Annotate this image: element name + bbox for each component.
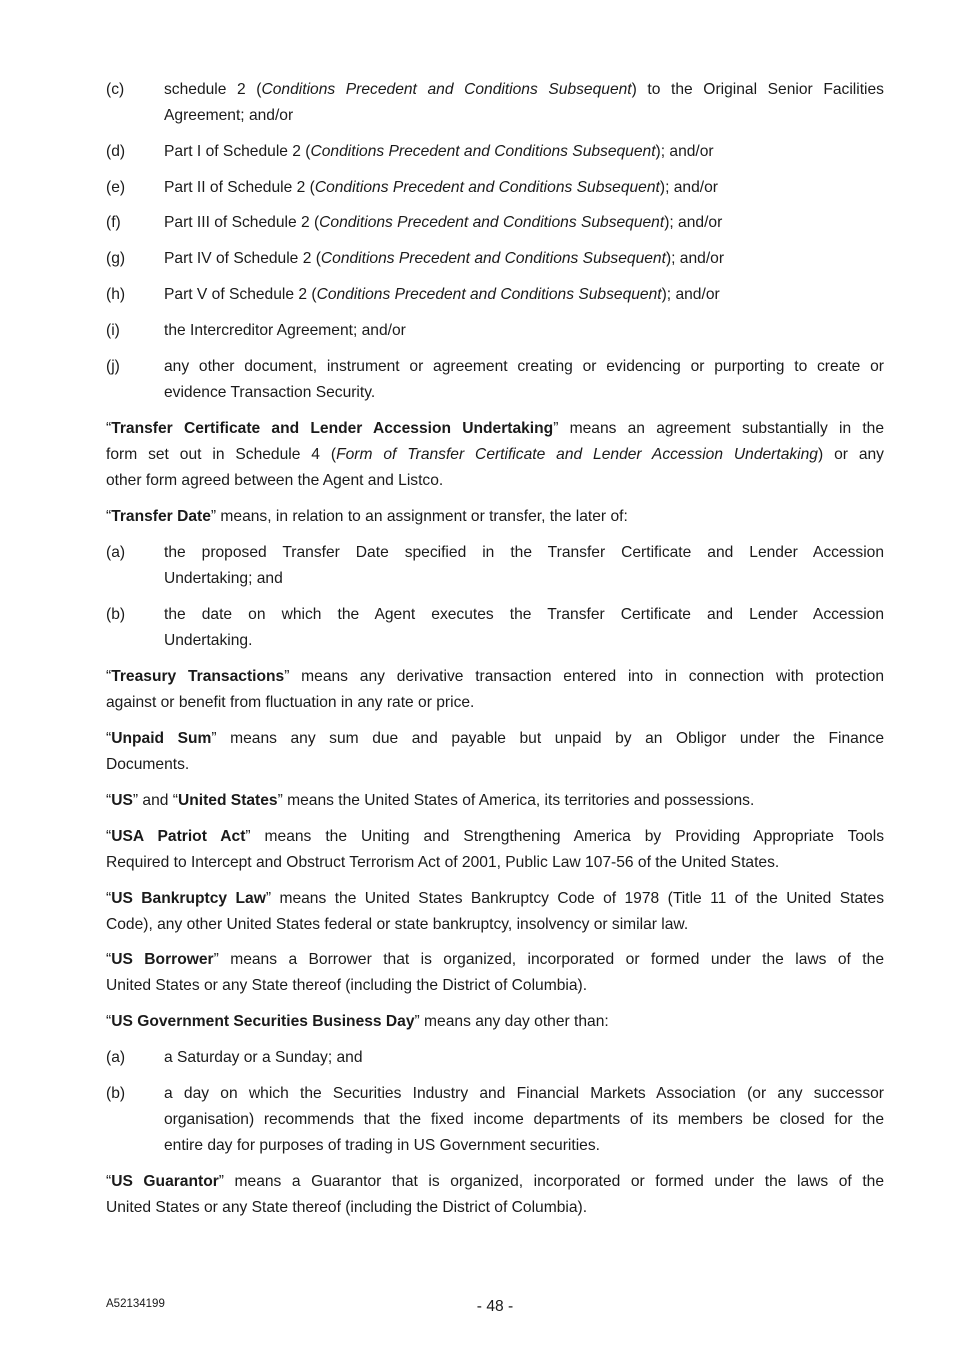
list-item-label: (b) <box>106 1085 126 1102</box>
definition-us-borrower-line: United States or any State thereof (including the District of Columbia). <box>106 977 588 994</box>
list-item-line: Part II of Schedule 2 (Conditions Precedent and Conditions Subsequent); and/or <box>164 179 718 196</box>
list-item-label: (j) <box>106 358 120 375</box>
definition-us-bankruptcy-law-line: “US Bankruptcy Law” means the United States Bankruptcy Code of 1978 (Title 11 of the United States <box>106 890 884 907</box>
list-item-line: Undertaking. <box>164 632 253 649</box>
definition-transfer-certificate-line: “Transfer Certificate and Lender Accession Undertaking” means an agreement substantially in the <box>106 420 885 437</box>
list-item-line: a day on which the Securities Industry and Financial Markets Association (or any successor <box>164 1085 884 1102</box>
list-item-label: (c) <box>106 81 125 98</box>
list-item-line: schedule 2 (Conditions Precedent and Conditions Subsequent) to the Original Senior Facilities <box>164 81 884 98</box>
definition-unpaid-sum-line: “Unpaid Sum” means any sum due and payable but unpaid by an Obligor under the Finance <box>106 730 884 747</box>
list-item-line: entire day for purposes of trading in US Government securities. <box>164 1137 600 1154</box>
definition-us-borrower-line: “US Borrower” means a Borrower that is organized, incorporated or formed under the laws of the <box>106 951 884 968</box>
list-item-line: the proposed Transfer Date specified in the Transfer Certificate and Lender Accession <box>164 544 884 561</box>
definition-us-government-securities-business-day-line: “US Government Securities Business Day” means any day other than: <box>106 1013 609 1030</box>
definition-us-line: “US” and “United States” means the United States of America, its territories and possessions. <box>106 792 755 809</box>
definition-transfer-certificate-line: form set out in Schedule 4 (Form of Transfer Certificate and Lender Accession Undertaking) or any <box>106 446 884 463</box>
definition-unpaid-sum-line: Documents. <box>106 756 190 773</box>
list-item-label: (b) <box>106 606 126 623</box>
definition-transfer-certificate-line: other form agreed between the Agent and Listco. <box>106 472 444 489</box>
list-item-label: (h) <box>106 286 126 303</box>
definition-transfer-date-line: “Transfer Date” means, in relation to an assignment or transfer, the later of: <box>106 508 628 525</box>
list-item-line: Part I of Schedule 2 (Conditions Precedent and Conditions Subsequent); and/or <box>164 143 714 160</box>
list-item-line: Part V of Schedule 2 (Conditions Precedent and Conditions Subsequent); and/or <box>164 286 720 303</box>
document-reference: A52134199 <box>106 1298 165 1310</box>
list-item-line: Part III of Schedule 2 (Conditions Precedent and Conditions Subsequent); and/or <box>164 214 723 231</box>
list-item-label: (a) <box>106 544 126 561</box>
list-item-line: evidence Transaction Security. <box>164 384 376 401</box>
list-item-label: (i) <box>106 322 120 339</box>
list-item-line: the date on which the Agent executes the Transfer Certificate and Lender Accession <box>164 606 884 623</box>
definition-usa-patriot-act-line: “USA Patriot Act” means the Uniting and Strengthening America by Providing Appropriate Tools <box>106 828 884 845</box>
definition-usa-patriot-act-line: Required to Intercept and Obstruct Terrorism Act of 2001, Public Law 107-56 of the United States. <box>106 854 780 871</box>
list-item-line: Part IV of Schedule 2 (Conditions Precedent and Conditions Subsequent); and/or <box>164 250 725 267</box>
list-item-line: any other document, instrument or agreement creating or evidencing or purporting to create or <box>164 358 884 375</box>
definition-us-guarantor-line: United States or any State thereof (including the District of Columbia). <box>106 1199 588 1216</box>
definition-treasury-transactions-line: “Treasury Transactions” means any derivative transaction entered into in connection with protection <box>106 668 884 685</box>
definition-us-bankruptcy-law-line: Code), any other United States federal or state bankruptcy, insolvency or similar law. <box>106 916 689 933</box>
list-item-label: (e) <box>106 179 126 196</box>
definition-us-guarantor-line: “US Guarantor” means a Guarantor that is organized, incorporated or formed under the laws of the <box>106 1173 884 1190</box>
page-number: - 48 - <box>476 1298 514 1315</box>
list-item-line: a Saturday or a Sunday; and <box>164 1049 363 1066</box>
list-item-label: (a) <box>106 1049 126 1066</box>
list-item-label: (d) <box>106 143 126 160</box>
list-item-line: the Intercreditor Agreement; and/or <box>164 322 406 339</box>
list-item-line: Agreement; and/or <box>164 107 294 124</box>
list-item-label: (g) <box>106 250 126 267</box>
definition-treasury-transactions-line: against or benefit from fluctuation in any rate or price. <box>106 694 475 711</box>
list-item-line: organisation) recommends that the fixed income departments of its members be closed for the <box>164 1111 884 1128</box>
list-item-line: Undertaking; and <box>164 570 283 587</box>
list-item-label: (f) <box>106 214 121 231</box>
